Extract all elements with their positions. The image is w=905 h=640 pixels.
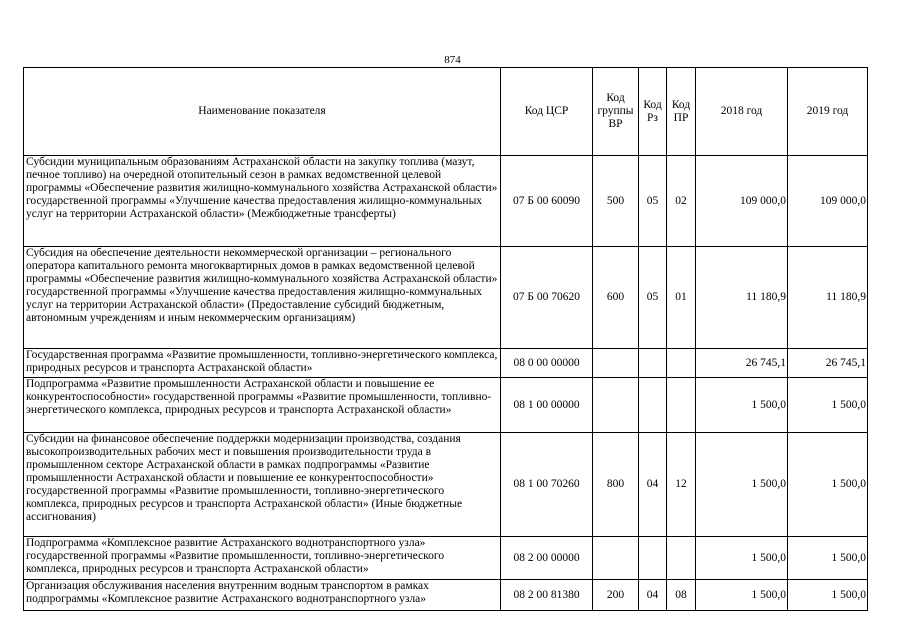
row-name: Государственная программа «Развитие промышленности, топливно-энергетического комплекса, природных ресурсов и транспорта Астраханской области» [24, 349, 501, 378]
row-2019: 26 745,1 [788, 349, 868, 378]
row-name: Субсидии на финансовое обеспечение поддержки модернизации производства, создания высокопроизводительных рабочих мест и повышения производительности труда в промышленном секторе Астраханской области в рамках подпрограммы «Развитие промышленности Астраханской области и повышение ее конкурентоспособности» государственной программы «Развитие промышленности, топливно-энергетического комплекса, природных ресурсов и транспорта Астраханской области» (Иные бюджетные ассигнования) [24, 433, 501, 537]
row-rz [639, 537, 667, 580]
row-vr [593, 378, 639, 433]
header-csr: Код ЦСР [501, 68, 593, 156]
row-csr: 08 2 00 81380 [501, 580, 593, 611]
row-vr: 600 [593, 247, 639, 349]
row-csr: 08 1 00 70260 [501, 433, 593, 537]
budget-table [23, 67, 868, 611]
row-csr: 07 Б 00 70620 [501, 247, 593, 349]
row-vr [593, 537, 639, 580]
row-vr: 800 [593, 433, 639, 537]
header-pr: Код ПР [667, 68, 696, 156]
header-2018: 2018 год [696, 68, 788, 156]
row-pr: 02 [667, 156, 696, 247]
row-2018: 109 000,0 [696, 156, 788, 247]
table-row [24, 349, 868, 378]
row-rz: 05 [639, 156, 667, 247]
row-name: Подпрограмма «Комплексное развитие Астраханского воднотранспортного узла» государственной программы «Развитие промышленности, топливно-энергетического комплекса, природных ресурсов и транспорта Астраханской области» [24, 537, 501, 580]
header-rz: Код Рз [639, 68, 667, 156]
table-row [24, 537, 868, 580]
row-2019: 11 180,9 [788, 247, 868, 349]
row-vr: 200 [593, 580, 639, 611]
table-row [24, 247, 868, 349]
row-pr [667, 378, 696, 433]
row-2018: 11 180,9 [696, 247, 788, 349]
row-name: Организация обслуживания населения внутренним водным транспортом в рамках подпрограммы «Комплексное развитие Астраханского воднотранспортного узла» [24, 580, 501, 611]
row-pr [667, 349, 696, 378]
row-rz [639, 349, 667, 378]
table-header-row [24, 68, 868, 156]
row-csr: 07 Б 00 60090 [501, 156, 593, 247]
row-name: Подпрограмма «Развитие промышленности Астраханской области и повышение ее конкурентоспособности» государственной программы «Развитие промышленности, топливно-энергетического комплекса, природных ресурсов и транспорта Астраханской области» [24, 378, 501, 433]
row-2019: 109 000,0 [788, 156, 868, 247]
row-rz: 05 [639, 247, 667, 349]
table-row [24, 156, 868, 247]
row-pr: 01 [667, 247, 696, 349]
row-csr: 08 2 00 00000 [501, 537, 593, 580]
row-pr: 08 [667, 580, 696, 611]
header-vr: Код группы ВР [593, 68, 639, 156]
table-row [24, 378, 868, 433]
row-rz: 04 [639, 433, 667, 537]
row-name: Субсидии муниципальным образованиям Астраханской области на закупку топлива (мазут, печное топливо) на очередной отопительный сезон в рамках ведомственной целевой программы «Обеспечение развития жилищно-коммунального хозяйства Астраханской области» государственной программы «Улучшение качества предоставления жилищно-коммунальных услуг на территории Астраханской области» (Межбюджетные трансферты) [24, 156, 501, 247]
page-number: 874 [444, 54, 461, 66]
row-pr [667, 537, 696, 580]
row-2019: 1 500,0 [788, 537, 868, 580]
row-2018: 1 500,0 [696, 378, 788, 433]
table-row [24, 580, 868, 611]
row-rz [639, 378, 667, 433]
table-row [24, 433, 868, 537]
row-2018: 26 745,1 [696, 349, 788, 378]
row-2018: 1 500,0 [696, 433, 788, 537]
row-vr [593, 349, 639, 378]
row-rz: 04 [639, 580, 667, 611]
row-pr: 12 [667, 433, 696, 537]
row-vr: 500 [593, 156, 639, 247]
row-2019: 1 500,0 [788, 580, 868, 611]
row-2019: 1 500,0 [788, 378, 868, 433]
header-2019: 2019 год [788, 68, 868, 156]
row-2018: 1 500,0 [696, 580, 788, 611]
row-csr: 08 0 00 00000 [501, 349, 593, 378]
header-name: Наименование показателя [24, 68, 501, 156]
row-2018: 1 500,0 [696, 537, 788, 580]
row-2019: 1 500,0 [788, 433, 868, 537]
row-csr: 08 1 00 00000 [501, 378, 593, 433]
row-name: Субсидия на обеспечение деятельности некоммерческой организации – регионального оператора капитального ремонта многоквартирных домов в рамках ведомственной целевой программы «Обеспечение развития жилищно-коммунального хозяйства Астраханской области» государственной программы «Улучшение качества предоставления жилищно-коммунальных услуг на территории Астраханской области» (Предоставление субсидий бюджетным, автономным учреждениям и иным некоммерческим организациям) [24, 247, 501, 349]
